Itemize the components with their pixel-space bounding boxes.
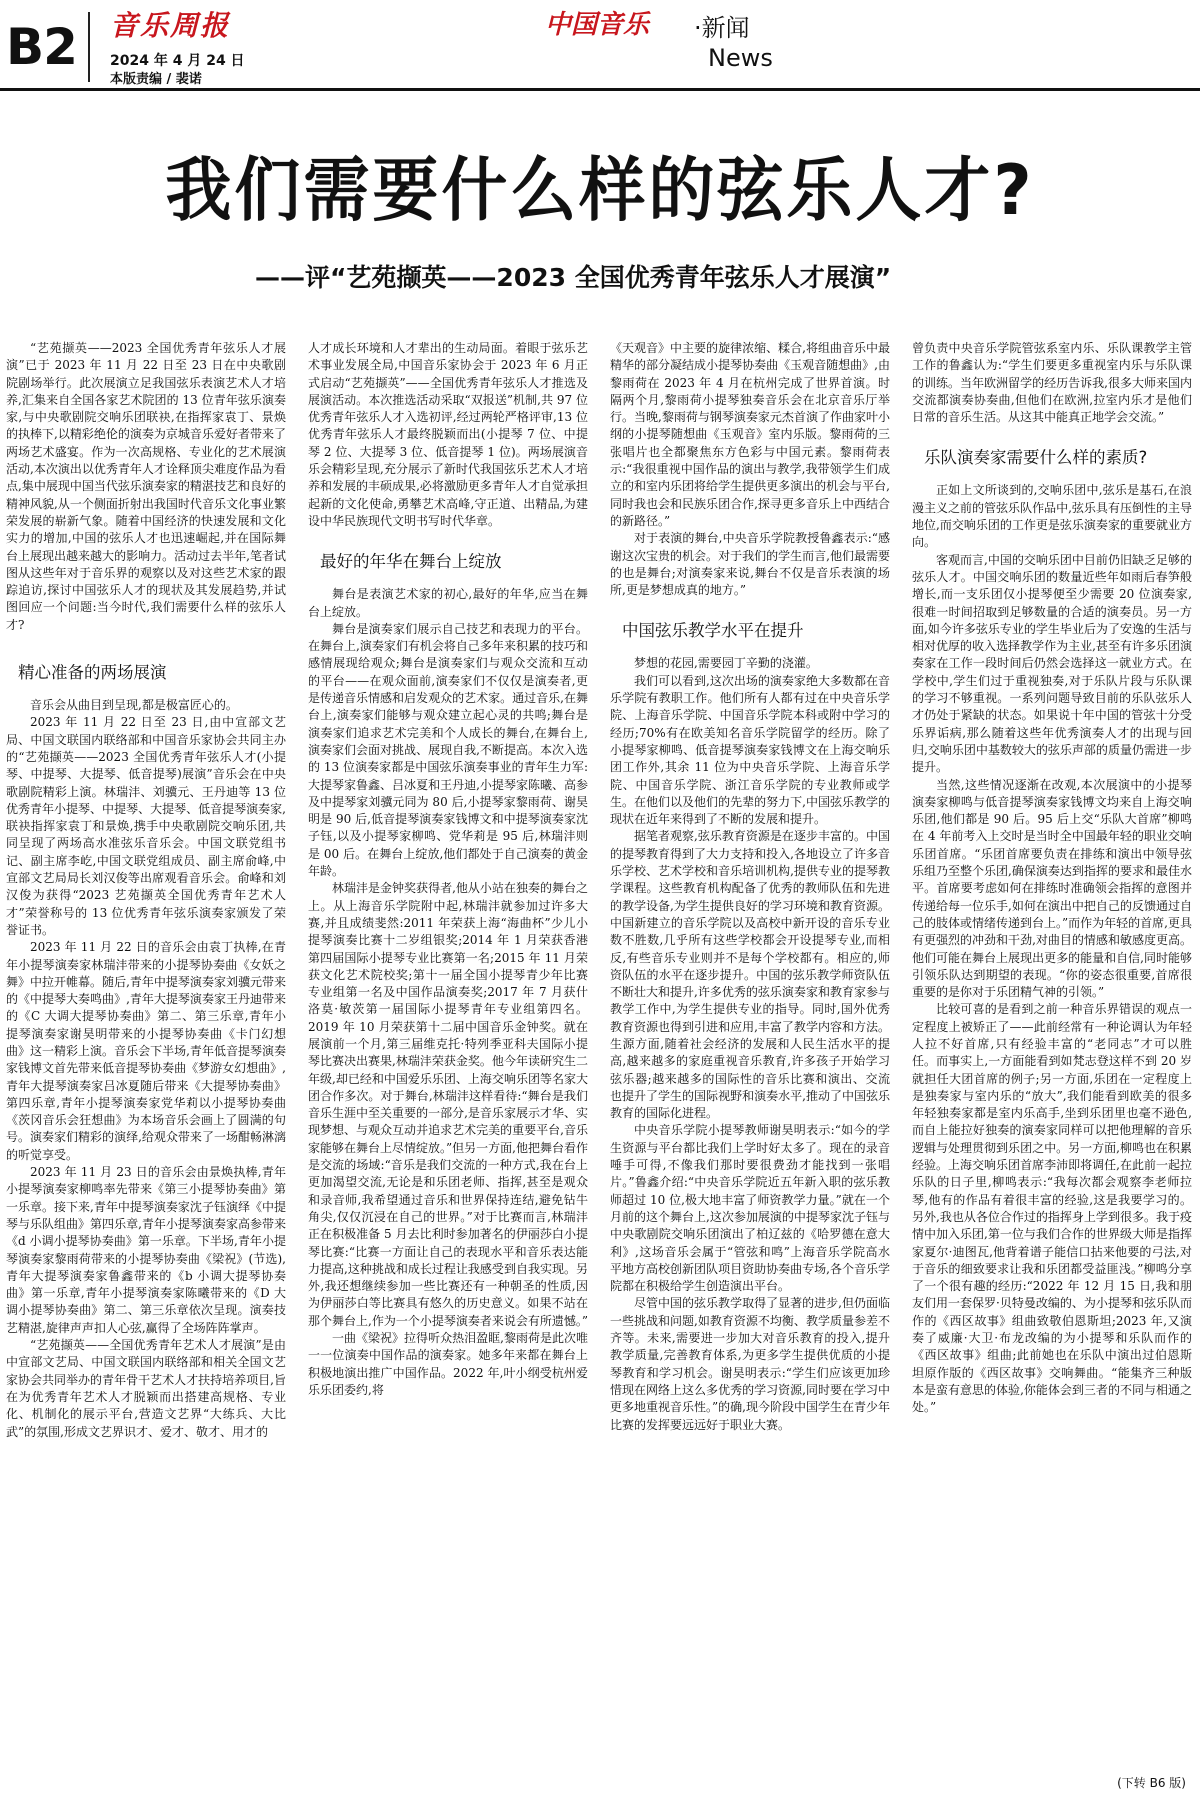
paragraph: 梦想的花园,需要园丁辛勤的浇灌。 bbox=[634, 656, 818, 671]
paragraph: 当然,这些情况逐渐在改观,本次展演中的小提琴演奏家柳鸣与低音提琴演奏家钱博文均来自上海交响乐团,他们都是 90 后。95 后上交“乐队大首席”柳鸣在 4 年前考入上交时是当时全中国最年轻的职业交响乐团首席。“乐团首席要负责在排练和演出中领导弦乐组乃至整个乐团,确保演奏达到指挥的要求和最佳水平。首席要考虑如何在排练时准确领会指挥的意图并传递给每一位乐手,如何在演出中把自己的反馈通过自己的肢体或情绪传递到台上。”而作为年轻的首席,更具有更强烈的冲劲和干劲,对曲目的情感和敏感度更高。他们可能在舞台上展现出更多的能量和自信,同时能够引领乐队达到期望的表现。“你的姿态很重要,首席很重要的是你对于乐团精气神的引领。” bbox=[912, 777, 1192, 1000]
paragraph: 中央音乐学院小提琴教师谢昊明表示:“如今的学生资源与平台都比我们上学时好太多了。现在的录音唾手可得,不像我们那时要很费劲才能找到一张唱片。”鲁鑫介绍:“中央音乐学院近五年新入职的弦乐教师超过 10 位,极大地丰富了师资教学力量。”就在一个月前的这个舞台上,这次参加展演的中提琴家沈子钰与中央歌剧院交响乐团演出了柏辽兹的《哈罗德在意大利》,这场音乐会属于“管弦和鸣”上海音乐学院高水平地方高校创新团队项目资助协奏曲专场,各个音乐学院都在积极给学生创造演出平台。 bbox=[610, 1123, 890, 1294]
paragraph: 客观而言,中国的交响乐团中目前仍旧缺乏足够的弦乐人才。中国交响乐团的数量近些年如雨后春笋般增长,而一支乐团仅小提琴便至少需要 20 位演奏家,很难一时间招取到足够数量的合适的演奏员。另一方面,如今许多弦乐专业的学生毕业后为了安逸的生活与相对优厚的收入选择教学作为主业,甚至有许多乐团演奏家在工作一段时间后仍然会选择这一就业方式。在学校中,学生们过于重视独奏,对于乐队片段与乐队课的学习不够重视。一系列问题导致目前的乐队弦乐人才仍处于紧缺的状态。如果说十年中国的管弦十分受乐界诟病,那么随着这些年优秀演奏人才的出现与回归,交响乐团中基数较大的弦乐声部的质量仍需进一步提升。 bbox=[912, 552, 1192, 775]
paragraph: 林瑞沣是金钟奖获得者,他从小站在独奏的舞台之上。从上海音乐学院附中起,林瑞沣就参加过许多大赛,并且成绩斐然:2011 年荣获上海“海曲杯”少儿小提琴演奏比赛十二岁组银奖;2014 年 1 月荣获香港第四届国际小提琴专业比赛第一名;2015 年 11 月荣获文化艺术院校奖;第十一届全国小提琴青少年比赛专业组第一名及中国作品演奏奖;2017 年 7 月获什洛莫·敏茨第一届国际小提琴青年专业组第四名。2019 年 10 月荣获第十二届中国音乐金钟奖。就在展演前一个月,第三届维克托·特列季亚科夫国际小提琴比赛决出赛果,林瑞沣荣获金奖。他今年读研究生二年级,却已经和中国爱乐乐团、上海交响乐团等名家大团合作多次。对于舞台,林瑞沣这样看待:“舞台是我们音乐生涯中至关重要的一部分,是音乐家展示才华、实现梦想、与观众互动并追求艺术完美的重要平台,音乐家能够在舞台上尽情绽放。”但另一方面,他把舞台看作是交流的场域:“音乐是我们交流的一种方式,我在台上更加渴望交流,无论是和乐团老师、指挥,甚至是观众和录音师,我希望通过音乐和世界保持连结,避免钻牛角尖,仅仅沉浸在自己的世界。”对于比赛而言,林瑞沣正在积极准备 5 月去比利时参加著名的伊丽莎白小提琴比赛:“比赛一方面让自己的表现水平和音乐表达能力提高,这种挑战和成长过程让我感受到自我实现。另外,我还想继续参加一些比赛还有一种朝圣的性质,因为伊丽莎白等比赛具有悠久的历史意义。如果不站在那个舞台上,作为一个小提琴演奏者来说会有所遗憾。” bbox=[308, 881, 588, 1328]
paragraph: 舞台是表演艺术家的初心,最好的年华,应当在舞台上绽放。 bbox=[308, 587, 588, 619]
paragraph: 2023 年 11 月 22 日的音乐会由袁丁执棒,在青年小提琴演奏家林瑞沣带来的小提琴协奏曲《女妖之舞》中拉开帷幕。随后,青年中提琴演奏家刘骥元带来的《中提琴大奏鸣曲》,青年大提琴演奏家王丹迪带来的《C 大调大提琴协奏曲》第二、第三乐章,青年小提琴演奏家谢昊明带来的小提琴协奏曲《卡门幻想曲》这一精彩上演。音乐会下半场,青年低音提琴演奏家钱博文首先带来低音提琴协奏曲《梦游女幻想曲》,青年大提琴演奏家吕冰夏随后带来《大提琴协奏曲》第四乐章,青年小提琴演奏家党华莉以小提琴协奏曲《茨冈音乐会狂想曲》为本场音乐会画上了圆满的句号。演奏家们精彩的演绎,给观众带来了一场酣畅淋漓的听觉享受。 bbox=[6, 940, 286, 1162]
section-name: ·新闻 bbox=[694, 14, 750, 42]
section-logo: 中国音乐 bbox=[545, 10, 650, 40]
article-body bbox=[6, 340, 1194, 1780]
masthead-logo: 音乐周报 bbox=[110, 9, 231, 42]
paragraph: 我们可以看到,这次出场的演奏家绝大多数都在音乐学院有教职工作。他们所有人都有过在中央音乐学院、上海音乐学院、中国音乐学院本科或附中学习的经历;70%有在欧美知名音乐学院留学的经历。除了小提琴家柳鸣、低音提琴演奏家钱博文在上海交响乐团工作外,其余 11 位为中央音乐学院、上海音乐学院、中国音乐学院、浙江音乐学院的专业教师或学生。在他们以及他们的先辈的努力下,中国弦乐教学的现状在近年来得到了不断的发展和提升。 bbox=[610, 673, 890, 827]
header-divider bbox=[88, 12, 90, 82]
page-number: B2 bbox=[6, 18, 77, 76]
section-heading: 乐队演奏家需要什么样的素质? bbox=[924, 448, 1148, 468]
continued-note: (下转 B6 版) bbox=[1117, 1776, 1186, 1790]
text-column bbox=[912, 340, 1192, 1780]
article-title: 我们需要什么样的弦乐人才? bbox=[165, 150, 1035, 231]
paragraph: 比较可喜的是看到之前一种音乐界错误的观点一定程度上被矫正了——此前经常有一种论调认为年轻人拉不好首席,只有经验丰富的“老同志”才可以胜任。而事实上,一方面能看到如梵志登这样不到 20 岁就担任大团首席的例子;另一方面,乐团在一定程度上是独奏家与室内乐的“放大”,我们能看到欧美的很多年轻独奏家都是室内乐高手,坐到乐团里也毫不逊色,而自上能拉好独奏的演奏家同样可以把他理解的音乐逻辑与处理贯彻到乐团之中。另一方面,柳鸣也在积累经验。上海交响乐团首席李沛即将调任,在此前一起拉乐队的日子里,柳鸣表示:“我每次都会观察李老师拉琴,他有的作品有着很丰富的经验,这是我要学习的。另外,我也从各位合作过的指挥身上学到很多。我于疫情中加入乐团,第一位与我们合作的世界级大师是指挥家夏尔·迪图瓦,他背着谱子能信口拈来他要的弓法,对于音乐的细致要求让我和乐团都受益匪浅。”柳鸣分享了一个很有趣的经历:“2022 年 12 月 15 日,我和朋友们用一套保罗·贝特曼改编的、为小提琴和弦乐队而作的《西区故事》组曲致敬伯恩斯坦;2023 年,又演奏了威廉·大卫·布龙改编的为小提琴和乐队而作的《西区故事》组曲;此前她也在乐队中演出过伯恩斯坦原作版的《西区故事》交响舞曲。“能集齐三种版本是蛮有意思的体验,你能体会到三者的不同与相通之处。” bbox=[912, 1002, 1192, 1415]
paragraph: 正如上文所谈到的,交响乐团中,弦乐是基石,在浪漫主义之前的管弦乐队作品中,弦乐具有压倒性的主导地位,而交响乐团的工作更是弦乐演奏家的重要就业方向。 bbox=[912, 483, 1192, 550]
paragraph: 2023 年 11 月 22 日至 23 日,由中宣部文艺局、中国文联国内联络部和中国音乐家协会共同主办的“艺苑撷英——2023 全国优秀青年弦乐人才(小提琴、中提琴、大提琴、低音提琴)展演”音乐会在中央歌剧院精彩上演。林瑞沣、刘骥元、王丹迪等 13 位优秀青年小提琴、中提琴、大提琴、低音提琴演奏家,联袂指挥家袁丁和景焕,携手中央歌剧院交响乐团,共同呈现了两场高水准弦乐音乐会。中国文联党组书记、副主席李屹,中国文联党组成员、副主席俞峰,中宣部文艺局局长刘汉俊等出席观看音乐会。俞峰和刘汉俊为获得“2023 艺苑撷英全国优秀青年艺术人才”荣誉称号的 13 位优秀青年弦乐演奏家颁发了荣誉证书。 bbox=[6, 715, 286, 937]
section-heading: 精心准备的两场展演 bbox=[18, 663, 167, 683]
paragraph: 音乐会从曲目到呈现,都是极富匠心的。 bbox=[30, 698, 238, 713]
paragraph: 据笔者观察,弦乐教育资源是在逐步丰富的。中国的提琴教育得到了大力支持和投入,各地设立了许多音乐学校、艺术学校和音乐培训机构,提供专业的提琴教学课程。这些教育机构配备了优秀的教师队伍和先进的教学设备,为学生提供良好的学习环境和教育资源。中国新建立的音乐学院以及高校中新开设的音乐专业数不胜数,几乎所有这些学校都会开设提琴专业,而相反,有些音乐专业则并不是每个学校都有。相应的,师资队伍的水平在逐步提升。中国的弦乐教学师资队伍不断壮大和提升,许多优秀的弦乐演奏家和教育家参与教学工作中,为学生提供专业的指导。同时,国外优秀教育资源也得到引进和应用,丰富了教学内容和方法。生源方面,随着社会经济的发展和人民生活水平的提高,越来越多的家庭重视音乐教育,许多孩子开始学习弦乐器;越来越多的国际性的音乐比赛和演出、交流也提升了学生的国际视野和演奏水平,推动了中国弦乐教育的国际化进程。 bbox=[610, 829, 890, 1121]
paragraph: “艺苑撷英——2023 全国优秀青年弦乐人才展演”已于 2023 年 11 月 22 日至 23 日在中央歌剧院剧场举行。此次展演立足我国弦乐表演艺术人才培养,汇集来自全国各家艺术院团的 13 位青年弦乐演奏家,与中央歌剧院交响乐团联袂,在指挥家袁丁、景焕的执棒下,以精彩绝伦的演奏为京城音乐爱好者带来了两场艺术盛宴。作为一次高规格、专业化的艺术展演活动,本次演出以优秀青年人才诠释顶尖难度作品为看点,集中展现中国当代弦乐演奏家的精湛技艺和良好的精神风貌,从一个侧面折射出我国时代音乐文化事业繁荣发展的崭新气象。随着中国经济的快速发展和文化实力的增加,中国的弦乐人才也迅速崛起,并在国际舞台上展现出越来越大的影响力。活动过去半年,笔者试图从这些年对于音乐界的观察以及对这些艺术家的跟踪追访,探讨中国弦乐人才的现状及其发展趋势,并试图回应一个问题:当今时代,我们需要什么样的弦乐人才? bbox=[6, 341, 286, 632]
text-column bbox=[610, 340, 890, 1780]
paragraph: 2023 年 11 月 23 日的音乐会由景焕执棒,青年小提琴演奏家柳鸣率先带来《第三小提琴协奏曲》第一乐章。接下来,青年中提琴演奏家沈子钰演绎《中提琴与乐队组曲》第四乐章,青年小提琴演奏家高参带来《d 小调小提琴协奏曲》第一乐章。下半场,青年小提琴演奏家黎雨荷带来的小提琴协奏曲《梁祝》(节选),青年大提琴演奏家鲁鑫带来的《b 小调大提琴协奏曲》第一乐章,青年小提琴演奏家陈曦带来的《D 大调小提琴协奏曲》第二、第三乐章依次呈现。演奏技艺精湛,旋律声声扣人心弦,赢得了全场阵阵掌声。 bbox=[6, 1165, 286, 1335]
page-editor: 本版责编 / 裴诺 bbox=[110, 72, 202, 87]
headline-block bbox=[0, 150, 1200, 232]
section-heading: 最好的年华在舞台上绽放 bbox=[320, 552, 502, 572]
section-heading: 中国弦乐教学水平在提升 bbox=[622, 621, 804, 641]
paragraph: 曾负责中央音乐学院管弦系室内乐、乐队课教学主管工作的鲁鑫认为:“学生们要更多重视室内乐与乐队课的训练。当年欧洲留学的经历告诉我,很多大师来国内交流都演奏协奏曲,但他们在欧洲,拉室内乐才是他们日常的音乐生活。从这其中能真正地学会交流。” bbox=[912, 341, 1192, 425]
paragraph: 对于表演的舞台,中央音乐学院教授鲁鑫表示:“感谢这次宝贵的机会。对于我们的学生而言,他们最需要的也是舞台;对演奏家来说,舞台不仅是音乐表演的场所,更是梦想成真的地方。” bbox=[610, 531, 890, 598]
section-name-en: News bbox=[708, 44, 773, 72]
paragraph: 尽管中国的弦乐教学取得了显著的进步,但仍面临一些挑战和问题,如教育资源不均衡、教学质量参差不齐等。未来,需要进一步加大对音乐教育的投入,提升教学质量,完善教育体系,为更多学生提供优质的小提琴教育和学习机会。谢昊明表示:“学生们应该更加珍惜现在网络上这么多优秀的学习资源,同时要在学习中更多地重视音乐性。”的确,现今阶段中国学生在青少年比赛的发挥要远远好于职业大赛。 bbox=[610, 1296, 890, 1432]
text-column bbox=[308, 340, 588, 1780]
paragraph: 一曲《梁祝》拉得听众热泪盈眶,黎雨荷是此次唯一一位演奏中国作品的演奏家。她多年来都在舞台上积极地演出推广中国作品。2022 年,叶小纲受杭州爱乐乐团委约,将 bbox=[308, 1331, 588, 1397]
paragraph: 《天观音》中主要的旋律浓缩、糅合,将组曲音乐中最精华的部分凝结成小提琴协奏曲《玉观音随想曲》,由黎雨荷在 2023 年 4 月在杭州完成了世界首演。时隔两个月,黎雨荷小提琴独奏音乐会在北京音乐厅举行。当晚,黎雨荷与钢琴演奏家元杰首演了作曲家叶小纲的小提琴随想曲《玉观音》室内乐版。黎雨荷的三张唱片也全都聚焦东方色彩与中国元素。黎雨荷表示:“我很重视中国作品的演出与教学,我带领学生们成立的和室内乐团将给学生提供更多演出的机会与平台,同时我也会和民族乐团合作,探寻更多音乐上中西结合的新路径。” bbox=[610, 341, 890, 528]
page-header bbox=[0, 0, 1200, 95]
header-rule bbox=[0, 88, 1200, 91]
paragraph: 人才成长环境和人才辈出的生动局面。着眼于弦乐艺术事业发展全局,中国音乐家协会于 2023 年 6 月正式启动“艺苑撷英”——全国优秀青年弦乐人才推选及展演活动。本次推选活动采取“双报送”机制,共 97 位优秀青年弦乐人才入选初评,经过两轮严格评审,13 位优秀青年弦乐人才最终脱颖而出(小提琴 7 位、中提琴 2 位、大提琴 3 位、低音提琴 1 位)。两场展演音乐会精彩呈现,充分展示了新时代我国弦乐艺术人才培养和发展的丰硕成果,必将激励更多青年人才自觉承担起新的文化使命,勇攀艺术高峰,守正道、出精品,为建设中华民族现代文明书写时代华章。 bbox=[308, 341, 588, 528]
paragraph: 舞台是演奏家们展示自己技艺和表现力的平台。在舞台上,演奏家们有机会将自己多年来积累的技巧和感情展现给观众;舞台是演奏家们与观众交流和互动的平台——在观众面前,演奏家们不仅仅是演奏者,更是传递音乐情感和启发观众的艺术家。通过音乐,在舞台上,演奏家们能够与观众建立起心灵的共鸣;舞台是演奏家们追求艺术完美和个人成长的舞台,在舞台上,演奏家们会面对挑战、展现自我,不断提高。本次入选的 13 位演奏家都是中国弦乐演奏事业的青年生力军:大提琴家鲁鑫、吕冰夏和王丹迪,小提琴家陈曦、高参及中提琴家刘骥元同为 80 后,小提琴家黎雨荷、谢昊明是 90 后,低音提琴演奏家钱博文和中提琴演奏家沈子钰,以及小提琴家柳鸣、党华莉是 95 后,林瑞沣则是 00 后。在舞台上绽放,他们都处于自己演奏的黄金年龄。 bbox=[308, 621, 588, 879]
article-subtitle: ——评“艺苑撷英——2023 全国优秀青年弦乐人才展演” bbox=[255, 263, 892, 292]
paragraph: “艺苑撷英——全国优秀青年艺术人才展演”是由中宣部文艺局、中国文联国内联络部和相关全国文艺家协会共同举办的青年骨干艺术人才扶持培养项目,旨在为优秀青年艺术人才脱颖而出搭建高规格、专业化、机制化的展示平台,营造文艺界“大练兵、大比武”的氛围,形成文艺界识才、爱才、敬才、用才的 bbox=[6, 1338, 286, 1439]
issue-date: 2024 年 4 月 24 日 bbox=[110, 53, 245, 69]
text-column bbox=[6, 340, 286, 1780]
